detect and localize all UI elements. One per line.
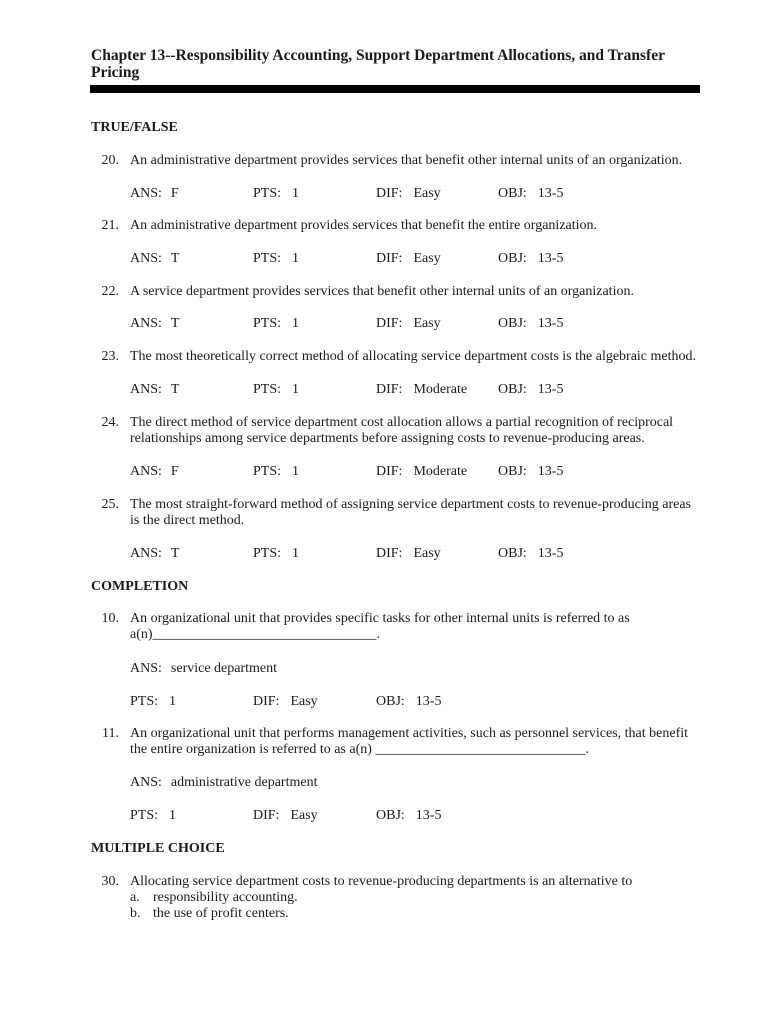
pts-label: PTS: <box>253 382 282 397</box>
ans-label: ANS: <box>130 382 162 397</box>
obj-label: OBJ: <box>498 546 527 561</box>
question-text: The most straight-forward method of assigning service department costs to revenue-producing areas is the direct method. <box>130 497 691 528</box>
question-number: 20. <box>101 153 119 168</box>
page-title: Chapter 13--Responsibility Accounting, Support Department Allocations, and Transfer Pricing <box>91 47 665 81</box>
obj-field <box>498 316 563 332</box>
ans-value: T <box>170 251 180 266</box>
dif-field <box>376 316 441 332</box>
question-text: A service department provides services that benefit other internal units of an organization. <box>130 284 634 299</box>
question-number: 24. <box>101 415 119 430</box>
pts-label: PTS: <box>253 464 282 479</box>
ans-field <box>130 546 179 562</box>
dif-value: Easy <box>290 808 318 823</box>
dif-field <box>253 694 318 710</box>
ans-value: F <box>170 186 179 201</box>
question-number: 21. <box>101 218 119 233</box>
dif-value: Easy <box>413 251 441 266</box>
dif-value: Easy <box>290 694 318 709</box>
obj-field <box>498 382 563 398</box>
ans-value: F <box>170 464 179 479</box>
pts-value: 1 <box>292 186 300 201</box>
dif-field <box>376 186 441 202</box>
dif-label: DIF: <box>376 464 403 479</box>
pts-value: 1 <box>292 251 300 266</box>
obj-value: 13-5 <box>415 694 442 709</box>
ans-label: ANS: <box>130 251 162 266</box>
title-rule <box>90 85 700 93</box>
obj-value: 13-5 <box>537 464 564 479</box>
section-heading-completion: COMPLETION <box>91 579 189 594</box>
dif-field <box>253 808 318 824</box>
dif-field <box>376 464 467 480</box>
pts-field <box>253 464 299 480</box>
pts-label: PTS: <box>253 251 282 266</box>
question-text: The direct method of service department cost allocation allows a partial recognition of reciprocal relationships among service departments before assigning costs to revenue-producing areas. <box>130 415 674 446</box>
choice-letter: a. <box>130 890 140 905</box>
obj-label: OBJ: <box>498 316 527 331</box>
question-number: 22. <box>101 284 119 299</box>
ans-value: T <box>170 382 180 397</box>
ans-field <box>130 251 179 267</box>
ans-value: administrative department <box>170 775 318 790</box>
question-number: 25. <box>101 497 119 512</box>
pts-label: PTS: <box>130 694 159 709</box>
obj-label: OBJ: <box>498 186 527 201</box>
pts-value: 1 <box>292 464 300 479</box>
obj-value: 13-5 <box>537 546 564 561</box>
dif-label: DIF: <box>376 382 403 397</box>
question-text: Allocating service department costs to revenue-producing departments is an alternative to <box>130 874 633 889</box>
ans-label: ANS: <box>130 546 162 561</box>
section-heading-multiple-choice: MULTIPLE CHOICE <box>91 841 225 856</box>
dif-value: Easy <box>413 316 441 331</box>
ans-value: T <box>170 546 180 561</box>
pts-field <box>253 382 299 398</box>
ans-field <box>130 382 179 398</box>
question-number: 11. <box>102 726 119 741</box>
obj-value: 13-5 <box>537 251 564 266</box>
dif-label: DIF: <box>376 186 403 201</box>
answer-row <box>130 775 317 791</box>
dif-label: DIF: <box>376 546 403 561</box>
pts-field <box>253 546 299 562</box>
choice-text: responsibility accounting. <box>153 890 298 905</box>
obj-field <box>498 251 563 267</box>
dif-field <box>376 382 467 398</box>
obj-field <box>376 694 441 710</box>
obj-field <box>376 808 441 824</box>
pts-label: PTS: <box>130 808 159 823</box>
question-text: An organizational unit that provides specific tasks for other internal units is referred to as a(n)________________________________. <box>130 611 630 642</box>
dif-value: Moderate <box>413 464 468 479</box>
obj-label: OBJ: <box>498 251 527 266</box>
question-number: 23. <box>101 349 119 364</box>
pts-value: 1 <box>292 316 300 331</box>
ans-field <box>130 186 179 202</box>
dif-field <box>376 251 441 267</box>
pts-value: 1 <box>292 546 300 561</box>
dif-field <box>376 546 441 562</box>
obj-value: 13-5 <box>537 316 564 331</box>
question-number: 10. <box>101 611 119 626</box>
pts-label: PTS: <box>253 546 282 561</box>
pts-label: PTS: <box>253 316 282 331</box>
pts-label: PTS: <box>253 186 282 201</box>
pts-field <box>130 694 176 710</box>
pts-field <box>253 316 299 332</box>
obj-value: 13-5 <box>537 382 564 397</box>
pts-value: 1 <box>169 694 177 709</box>
ans-label: ANS: <box>130 316 162 331</box>
question-text: The most theoretically correct method of allocating service department costs is the algebraic method. <box>130 349 697 364</box>
obj-value: 13-5 <box>415 808 442 823</box>
pts-value: 1 <box>292 382 300 397</box>
obj-label: OBJ: <box>376 808 405 823</box>
question-number: 30. <box>101 874 119 889</box>
section-heading-true-false: TRUE/FALSE <box>91 120 178 135</box>
ans-label: ANS: <box>130 775 162 790</box>
dif-label: DIF: <box>253 808 280 823</box>
question-text: An administrative department provides services that benefit other internal units of an organization. <box>130 153 683 168</box>
pts-value: 1 <box>169 808 177 823</box>
dif-label: DIF: <box>253 694 280 709</box>
dif-value: Easy <box>413 546 441 561</box>
ans-field <box>130 316 179 332</box>
ans-value: T <box>170 316 180 331</box>
obj-value: 13-5 <box>537 186 564 201</box>
choice-text: the use of profit centers. <box>153 906 289 921</box>
dif-value: Easy <box>413 186 441 201</box>
dif-label: DIF: <box>376 251 403 266</box>
question-text: An organizational unit that performs management activities, such as personnel services, that benefit the entire organization is referred to as a(n) ______________________________. <box>130 726 689 757</box>
ans-field <box>130 464 179 480</box>
obj-label: OBJ: <box>376 694 405 709</box>
obj-label: OBJ: <box>498 464 527 479</box>
pts-field <box>253 186 299 202</box>
ans-label: ANS: <box>130 464 162 479</box>
answer-row <box>130 661 277 677</box>
obj-label: OBJ: <box>498 382 527 397</box>
dif-label: DIF: <box>376 316 403 331</box>
choice-letter: b. <box>130 906 141 921</box>
obj-field <box>498 546 563 562</box>
pts-field <box>130 808 176 824</box>
ans-value: service department <box>170 661 278 676</box>
ans-label: ANS: <box>130 661 162 676</box>
pts-field <box>253 251 299 267</box>
obj-field <box>498 464 563 480</box>
ans-label: ANS: <box>130 186 162 201</box>
obj-field <box>498 186 563 202</box>
question-text: An administrative department provides services that benefit the entire organization. <box>130 218 598 233</box>
dif-value: Moderate <box>413 382 468 397</box>
